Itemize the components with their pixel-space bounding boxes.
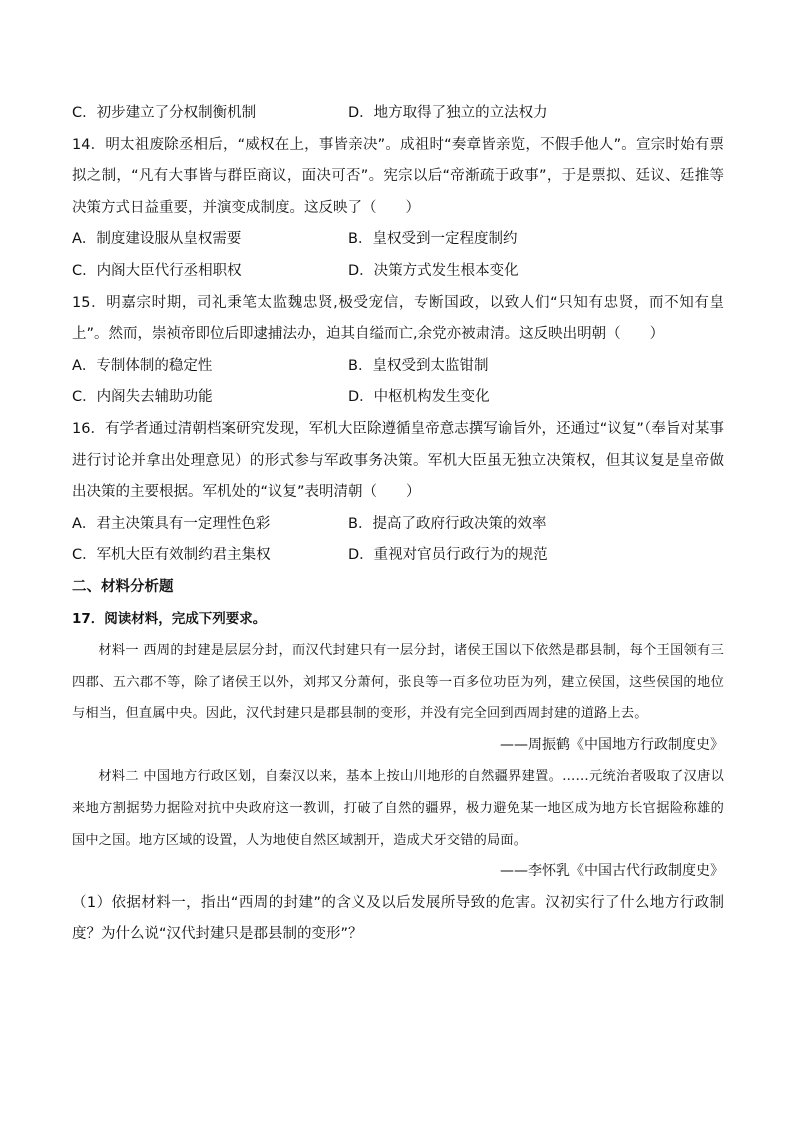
q14-options-row-1 xyxy=(72,224,724,256)
q15-option-d: D．中枢机构发生变化 xyxy=(348,389,490,406)
section-title: 二、材料分析题 xyxy=(72,578,174,595)
q14-stem: 14．明太祖废除丞相后，“威权在上，事皆亲决”。成祖时“奏章皆亲览，不假手他人”。宣宗时始有票拟之制，“凡有大事皆与群臣商议，面决可否”。宪宗以后“帝渐疏于政事”，于是票拟、廷议、廷推等决策方式日益重要，并演变成制度。这反映了（ ） xyxy=(72,136,724,216)
q16-option-b: B．提高了政府行政决策的效率 xyxy=(348,515,547,532)
material-1: 材料一 西周的封建是层层分封，而汉代封建只有一层分封，诸侯王国以下依然是郡县制，每个王国领有三四郡、五六郡不等，除了诸侯王以外，刘邦又分萧何，张良等一百多位功臣为列，建立侯国，这些侯国的地位与相当，但直属中央。因此，汉代封建只是郡县制的变形，并没有完全回到西周封建的道路上去。 xyxy=(72,643,724,722)
q15-option-b: B．皇权受到太监钳制 xyxy=(348,357,489,374)
q16-option-c: C．军机大臣有效制约君主集权 xyxy=(72,547,271,564)
q13-option-c: C．初步建立了分权制衡机制 xyxy=(72,105,257,121)
q15-option-a: A．专制体制的稳定性 xyxy=(72,357,213,374)
q13-options-row-2 xyxy=(72,98,724,130)
exam-page xyxy=(72,98,724,951)
q16-options-row-1 xyxy=(72,509,724,541)
q14-option-a: A．制度建设服从皇权需要 xyxy=(72,231,242,248)
q16-option-a: A．君主决策具有一定理性色彩 xyxy=(72,515,271,532)
q14-option-d: D．决策方式发生根本变化 xyxy=(348,262,519,279)
q16-option-d: D．重视对官员行政行为的规范 xyxy=(348,547,548,564)
q15-options-row-1 xyxy=(72,351,724,383)
q17-sub-question-1: （1）依据材料一，指出“西周的封建”的含义及以后发展所导致的危害。汉初实行了什么地方行政制度？为什么说“汉代封建只是郡县制的变形”？ xyxy=(72,894,724,943)
q17-title: 17．阅读材料，完成下列要求。 xyxy=(72,610,267,627)
material-1-source: ——周振鹤《中国地方行政制度史》 xyxy=(500,736,724,753)
material-2-source: ——李怀乳《中国古代行政制度史》 xyxy=(500,863,724,880)
q14-options-row-2 xyxy=(72,256,724,288)
material-2: 材料二 中国地方行政区划，自秦汉以来，基本上按山川地形的自然疆界建置。……元统治者吸取了汉唐以来地方割据势力据险对抗中央政府这一教训，打破了自然的疆界，极力避免某一地区成为地方长官据险称雄的国中之国。地方区域的设置，人为地使自然区域割开，造成犬牙交错的局面。 xyxy=(72,769,724,848)
q15-stem: 15．明嘉宗时期，司礼秉笔太监魏忠贤,极受宠信，专断国政，以致人们“只知有忠贤，而不知有皇上”。然而，崇祯帝即位后即逮捕法办，迫其自缢而亡,余党亦被肃清。这反映出明朝（ ） xyxy=(72,294,724,343)
q14-option-b: B．皇权受到一定程度制约 xyxy=(348,231,518,248)
q15-options-row-2 xyxy=(72,382,724,414)
q13-option-d: D．地方取得了独立的立法权力 xyxy=(348,105,548,121)
q14-option-c: C．内阁大臣代行丞相职权 xyxy=(72,262,242,279)
q16-options-row-2 xyxy=(72,540,724,572)
q16-stem: 16．有学者通过清朝档案研究发现，军机大臣除遵循皇帝意志撰写谕旨外，还通过“议复”（奉旨对某事进行讨论并拿出处理意见）的形式参与军政事务决策。军机大臣虽无独立决策权，但其议复是皇帝做出决策的主要根据。军机处的“议复”表明清朝（ ） xyxy=(72,420,724,501)
q15-option-c: C．内阁失去辅助功能 xyxy=(72,389,213,406)
